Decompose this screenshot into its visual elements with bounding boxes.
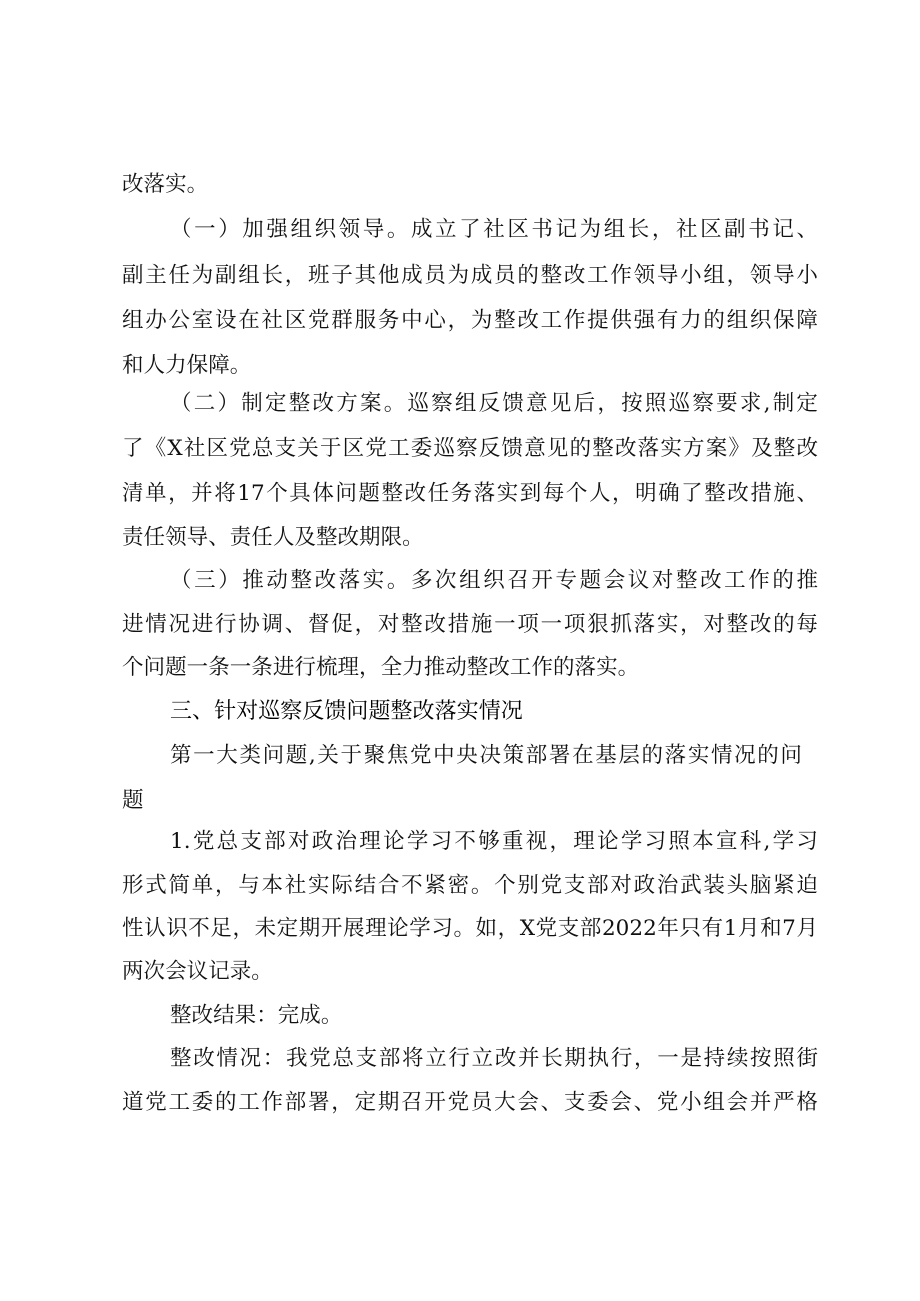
paragraph-line: 两次会议记录。 (122, 959, 273, 984)
paragraph-line: 清单，并将17个具体问题整改任务落实到每个人，明确了整改措施、 (122, 481, 818, 506)
paragraph-line: （三）推动整改落实。多次组织召开专题会议对整改工作的推 (170, 568, 818, 593)
paragraph-line: 责任领导、责任人及整改期限。 (122, 525, 424, 550)
paragraph-line: 进情况进行协调、督促，对整改措施一项一项狠抓落实，对整改的每 (122, 612, 818, 637)
paragraph-line: 题 (122, 788, 144, 813)
paragraph-line: （一）加强组织领导。成立了社区书记为组长，社区副书记、 (170, 217, 818, 242)
paragraph-line: 道党工委的工作部署，定期召开党员大会、支委会、党小组会并严格 (122, 1090, 818, 1115)
section-heading: 三、针对巡察反馈问题整改落实情况 (170, 699, 523, 724)
result-line: 整改结果：完成。 (170, 1003, 343, 1028)
paragraph-line: （二）制定整改方案。巡察组反馈意见后，按照巡察要求,制定 (170, 391, 818, 416)
paragraph-line: 组办公室设在社区党群服务中心，为整改工作提供强有力的组织保障 (122, 308, 818, 333)
text-line: 改落实。 (122, 172, 209, 197)
paragraph-line: 和人力保障。 (122, 353, 252, 378)
paragraph-line: 了《X社区党总支关于区党工委巡察反馈意见的整改落实方案》及整改 (122, 436, 818, 461)
paragraph-line: 第一大类问题,关于聚焦党中央决策部署在基层的落实情况的问 (170, 743, 802, 768)
paragraph-line: 整改情况：我党总支部将立行立改并长期执行，一是持续按照街 (170, 1046, 818, 1071)
paragraph-line: 形式简单，与本社实际结合不紧密。个别党支部对政治武装头脑紧迫 (122, 873, 818, 898)
paragraph-line: 性认识不足，未定期开展理论学习。如，X党支部2022年只有1月和7月 (122, 916, 818, 941)
paragraph-line: 副主任为副组长，班子其他成员为成员的整改工作领导小组，领导小 (122, 263, 818, 288)
paragraph-line: 个问题一条一条进行梳理，全力推动整改工作的落实。 (122, 655, 640, 680)
paragraph-line: 1.党总支部对政治理论学习不够重视，理论学习照本宣科,学习 (170, 829, 818, 854)
